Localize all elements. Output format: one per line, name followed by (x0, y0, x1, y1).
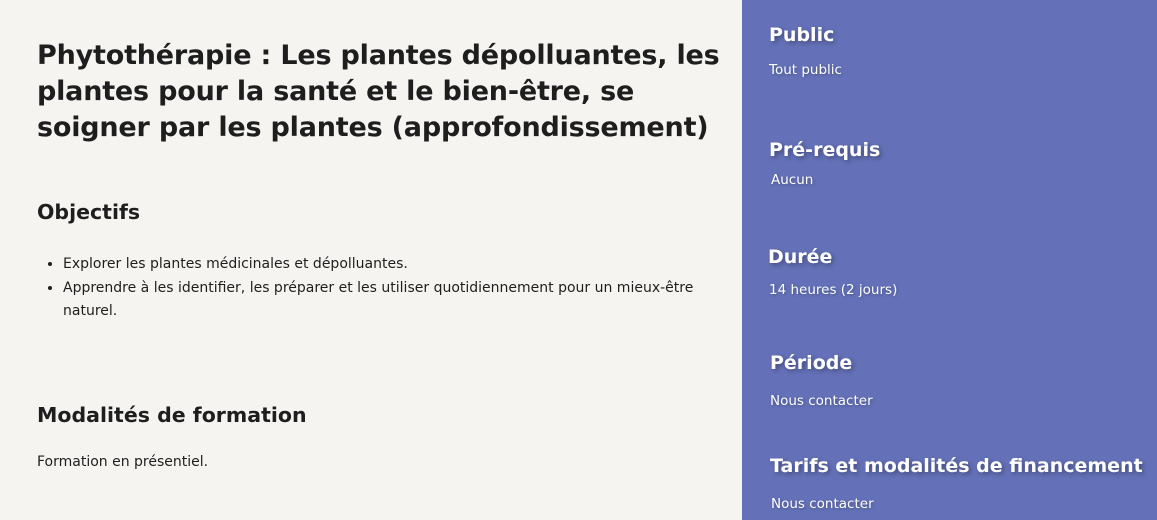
duration-value: 14 heures (2 jours) (769, 282, 898, 298)
pricing-label: Tarifs et modalités de financement (770, 455, 1143, 477)
duration-label: Durée (768, 246, 833, 268)
prerequisites-value: Aucun (771, 172, 814, 188)
pricing-value: Nous contacter (771, 496, 874, 512)
objectives-heading: Objectifs (37, 200, 141, 224)
modalities-text: Formation en présentiel. (37, 454, 209, 470)
course-info-sidebar (742, 0, 1157, 520)
list-item: • Apprendre à les identifier, les préparer et les utiliser quotidiennement pour un mieux-être naturel. (63, 277, 713, 324)
page-title: Phytothérapie : Les plantes dépolluantes, les plantes pour la santé et le bien-être, se soigner par les plantes (approfondissement) (37, 40, 720, 143)
period-value: Nous contacter (770, 393, 873, 409)
prerequisites-label: Pré-requis (769, 139, 881, 161)
list-item: • Explorer les plantes médicinales et dépolluantes. (63, 253, 713, 277)
modalities-heading: Modalités de formation (37, 403, 307, 427)
public-label: Public (769, 24, 835, 46)
public-value: Tout public (769, 62, 842, 78)
period-label: Période (770, 352, 853, 374)
objectives-list (37, 253, 713, 324)
